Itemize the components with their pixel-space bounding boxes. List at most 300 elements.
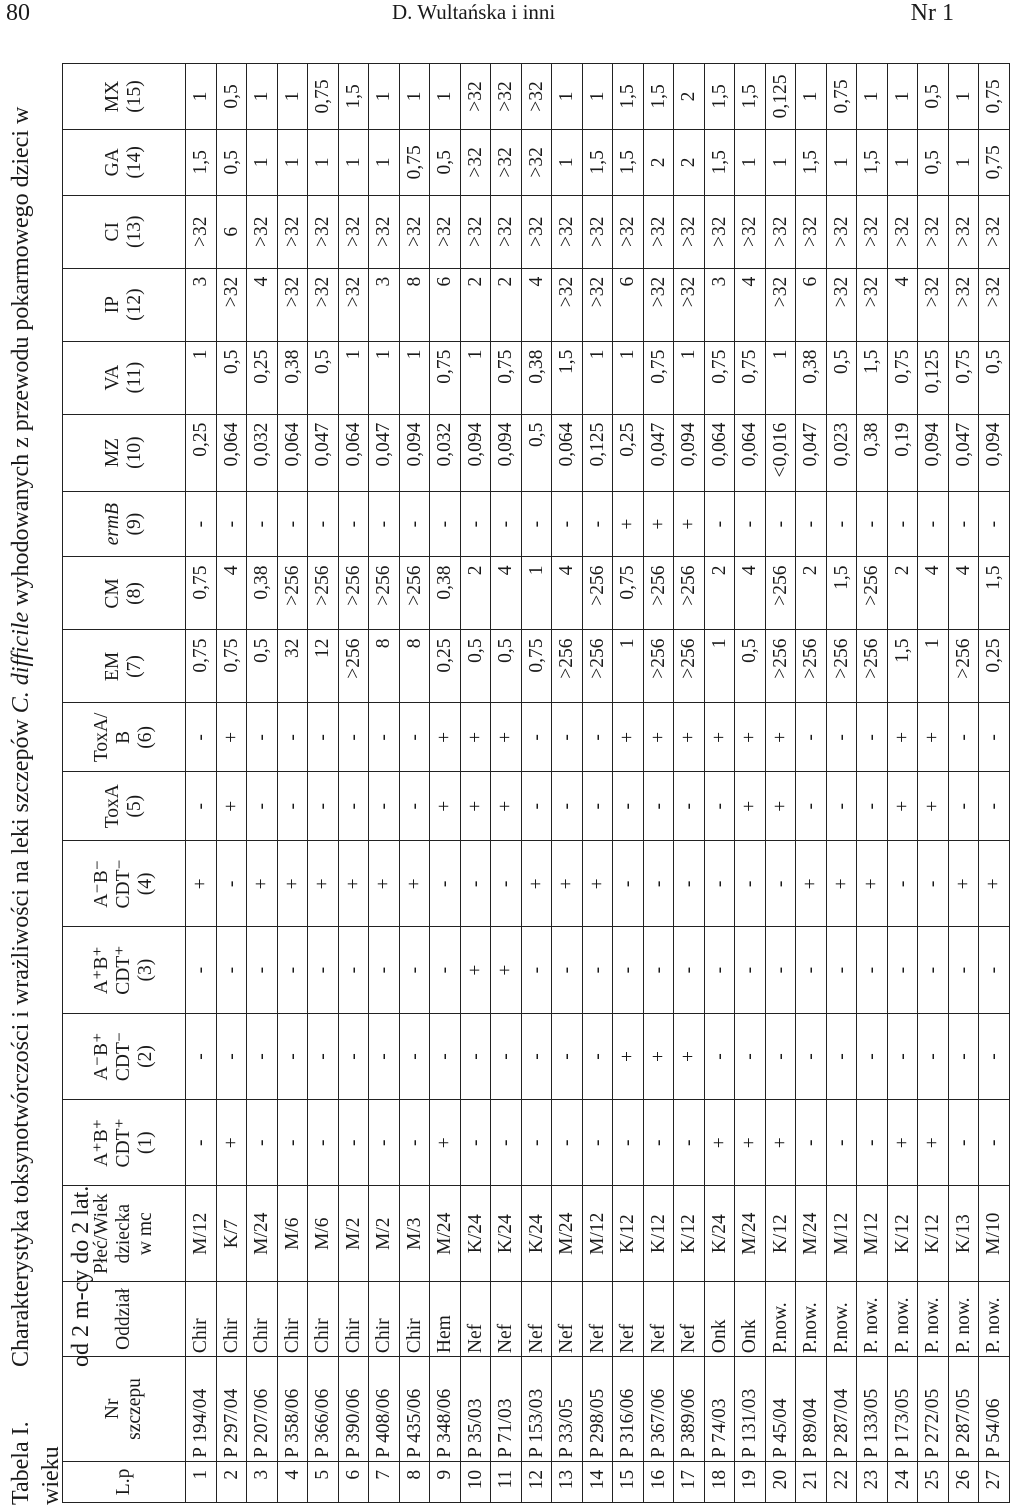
table-cell: >32 <box>582 195 613 268</box>
table-row <box>948 64 979 1503</box>
table-cell: + <box>308 841 339 927</box>
table-cell: >32 <box>277 268 308 341</box>
table-cell: - <box>826 927 857 1013</box>
column-header-line: (8) <box>124 582 145 605</box>
table-cell: 1 <box>430 64 461 130</box>
table-cell: - <box>277 1013 308 1099</box>
table-cell: 4 <box>735 557 766 630</box>
table-cell: - <box>369 491 400 557</box>
table-cell: - <box>857 1013 888 1099</box>
table-cell: + <box>247 841 278 927</box>
table-cell: - <box>582 1100 613 1186</box>
column-header-line: L.p <box>113 1468 134 1496</box>
column-header-line: A⁻B⁺ <box>91 1032 112 1081</box>
table-cell: - <box>186 1013 217 1099</box>
table-row <box>674 64 705 1503</box>
table-cell: 1 <box>887 64 918 130</box>
table-cell: - <box>521 927 552 1013</box>
column-header <box>63 491 186 557</box>
table-cell: + <box>765 703 796 772</box>
table-cell: 1 <box>796 64 827 130</box>
table-cell: + <box>552 841 583 927</box>
table-cell: + <box>216 1100 247 1186</box>
table-cell: - <box>613 1100 644 1186</box>
table-cell: - <box>857 491 888 557</box>
table-cell: - <box>247 772 278 841</box>
column-header-line: (14) <box>124 146 145 179</box>
table-cell: - <box>796 491 827 557</box>
table-cell: P 408/06 <box>369 1357 400 1462</box>
table-cell: 0,25 <box>613 414 644 491</box>
table-cell: >32 <box>247 195 278 268</box>
table-row <box>979 64 1010 1503</box>
table-cell: >256 <box>643 557 674 630</box>
table-cell: - <box>582 927 613 1013</box>
table-cell: - <box>552 1100 583 1186</box>
table-cell: - <box>216 927 247 1013</box>
table-cell: 0,064 <box>735 414 766 491</box>
table-cell: - <box>704 772 735 841</box>
table-cell: 0,5 <box>979 341 1010 414</box>
table-cell: M/6 <box>277 1186 308 1282</box>
table-row <box>460 64 491 1503</box>
column-header-line: szczepu <box>124 1378 145 1440</box>
table-cell: >32 <box>186 195 217 268</box>
table-cell: 0,75 <box>491 341 522 414</box>
table-cell: 4 <box>277 1461 308 1502</box>
table-cell: + <box>277 841 308 927</box>
table-cell: Nef <box>521 1282 552 1357</box>
table-cell: >32 <box>460 129 491 195</box>
issue-number: Nr 1 <box>910 0 954 26</box>
table-cell: 25 <box>918 1461 949 1502</box>
table-cell: - <box>308 1100 339 1186</box>
table-cell: - <box>796 927 827 1013</box>
table-cell: >32 <box>765 268 796 341</box>
table-cell: 26 <box>948 1461 979 1502</box>
table-cell: Chir <box>308 1282 339 1357</box>
table-cell: >32 <box>338 268 369 341</box>
table-cell: + <box>796 841 827 927</box>
table-cell: - <box>521 491 552 557</box>
column-header-line: (2) <box>135 1045 156 1068</box>
table-cell: - <box>948 1013 979 1099</box>
table-cell: 0,5 <box>918 129 949 195</box>
table-cell: 2 <box>460 268 491 341</box>
table-cell: + <box>735 772 766 841</box>
table-cell: Chir <box>216 1282 247 1357</box>
table-cell: 6 <box>216 195 247 268</box>
table-cell: Chir <box>399 1282 430 1357</box>
column-header-line: (7) <box>124 655 145 678</box>
table-cell: - <box>369 703 400 772</box>
table-cell: - <box>979 491 1010 557</box>
table-cell: >256 <box>948 630 979 703</box>
table-cell: Nef <box>582 1282 613 1357</box>
table-cell: 1 <box>826 129 857 195</box>
column-header <box>63 64 186 130</box>
table-cell: - <box>186 703 217 772</box>
table-cell: >32 <box>643 268 674 341</box>
table-cell: 0,75 <box>887 341 918 414</box>
table-cell: >256 <box>338 630 369 703</box>
column-header-line: CI <box>102 221 123 242</box>
table-cell: >256 <box>552 630 583 703</box>
table-cell: K/7 <box>216 1186 247 1282</box>
table-cell: - <box>338 1100 369 1186</box>
table-cell: 1 <box>247 64 278 130</box>
table-cell: 3 <box>186 268 217 341</box>
table-cell: - <box>216 491 247 557</box>
table-cell: 0,5 <box>521 414 552 491</box>
column-header-line: Płeć/Wiek <box>91 1193 112 1274</box>
table-cell: + <box>430 772 461 841</box>
column-header-line: ToxA <box>102 784 123 829</box>
table-cell: - <box>826 703 857 772</box>
table-cell: P 173/05 <box>887 1357 918 1462</box>
table-cell: - <box>277 772 308 841</box>
table-cell: - <box>216 1013 247 1099</box>
table-cell: 4 <box>247 268 278 341</box>
table-cell: 0,125 <box>918 341 949 414</box>
table-cell: >32 <box>857 195 888 268</box>
table-cell: 2 <box>216 1461 247 1502</box>
table-cell: - <box>277 703 308 772</box>
table-cell: 8 <box>399 268 430 341</box>
table-cell: - <box>552 491 583 557</box>
table-cell: + <box>765 1100 796 1186</box>
table-cell: - <box>826 772 857 841</box>
table-cell: 6 <box>796 268 827 341</box>
table-cell: 17 <box>674 1461 705 1502</box>
table-cell: 8 <box>399 630 430 703</box>
column-header <box>63 630 186 703</box>
table-cell: 0,75 <box>186 630 217 703</box>
table-cell: 0,5 <box>247 630 278 703</box>
table-cell: + <box>216 772 247 841</box>
table-cell: - <box>826 491 857 557</box>
table-cell: 0,25 <box>186 414 217 491</box>
table-cell: 1,5 <box>735 64 766 130</box>
table-cell: + <box>887 1100 918 1186</box>
table-cell: P 348/06 <box>430 1357 461 1462</box>
table-cell: 1,5 <box>826 557 857 630</box>
table-cell: - <box>399 772 430 841</box>
table-cell: - <box>186 927 217 1013</box>
table-cell: - <box>247 491 278 557</box>
table-cell: 1,5 <box>857 129 888 195</box>
table-cell: 1 <box>521 557 552 630</box>
table-cell: + <box>887 772 918 841</box>
table-cell: 3 <box>369 268 400 341</box>
table-cell: K/12 <box>643 1186 674 1282</box>
table-cell: - <box>247 1100 278 1186</box>
column-header-line: A⁺B⁺ <box>91 946 112 994</box>
table-cell: 0,25 <box>979 630 1010 703</box>
table-cell: 0,064 <box>704 414 735 491</box>
table-cell: - <box>674 841 705 927</box>
header-row <box>63 64 186 1503</box>
table-cell: - <box>887 1013 918 1099</box>
table-cell: >32 <box>704 195 735 268</box>
table-cell: - <box>491 841 522 927</box>
table-cell: 0,75 <box>216 630 247 703</box>
column-header-line: (12) <box>124 288 145 321</box>
table-cell: + <box>735 1100 766 1186</box>
table-cell: - <box>735 1013 766 1099</box>
table-cell: - <box>948 772 979 841</box>
table-cell: P.now. <box>796 1282 827 1357</box>
table-cell: + <box>918 772 949 841</box>
table-cell: + <box>521 841 552 927</box>
table-row <box>552 64 583 1503</box>
table-cell: - <box>491 1100 522 1186</box>
table-cell: + <box>369 841 400 927</box>
table-cell: 4 <box>491 557 522 630</box>
table-cell: >256 <box>796 630 827 703</box>
table-body <box>186 64 1010 1503</box>
table-cell: - <box>369 1100 400 1186</box>
table-cell: - <box>674 772 705 841</box>
table-row <box>521 64 552 1503</box>
table-cell: 1 <box>460 341 491 414</box>
table-row <box>643 64 674 1503</box>
column-header-line: CDT⁻ <box>113 1031 134 1082</box>
column-header-line: w mc <box>135 1212 156 1256</box>
table-cell: Nef <box>643 1282 674 1357</box>
table-cell: 1 <box>552 129 583 195</box>
table-cell: - <box>338 703 369 772</box>
table-cell: 1 <box>338 341 369 414</box>
table-cell: 24 <box>887 1461 918 1502</box>
column-header-line: dziecka <box>113 1203 134 1264</box>
table-cell: - <box>582 491 613 557</box>
table-cell: - <box>887 491 918 557</box>
table-cell: - <box>491 1013 522 1099</box>
table-cell: 0,5 <box>735 630 766 703</box>
table-cell: >32 <box>948 195 979 268</box>
table-cell: + <box>704 703 735 772</box>
table-cell: >32 <box>613 195 644 268</box>
table-cell: - <box>430 927 461 1013</box>
table-cell: 0,047 <box>948 414 979 491</box>
table-cell: + <box>918 703 949 772</box>
table-cell: 1 <box>186 64 217 130</box>
table-cell: 14 <box>582 1461 613 1502</box>
table-cell: K/24 <box>491 1186 522 1282</box>
table-cell: 0,125 <box>765 64 796 130</box>
table-cell: >32 <box>491 195 522 268</box>
table-cell: M/12 <box>186 1186 217 1282</box>
table-row <box>430 64 461 1503</box>
table-cell: - <box>857 703 888 772</box>
table-cell: - <box>948 703 979 772</box>
table-cell: 1 <box>277 129 308 195</box>
table-cell: >256 <box>338 557 369 630</box>
table-cell: + <box>613 703 644 772</box>
table-cell: 0,5 <box>826 341 857 414</box>
table-cell: >256 <box>582 630 613 703</box>
table-cell: - <box>582 1013 613 1099</box>
table-cell: + <box>460 703 491 772</box>
table-cell: + <box>765 772 796 841</box>
table-cell: 0,38 <box>796 341 827 414</box>
table-cell: - <box>308 927 339 1013</box>
table-cell: 4 <box>552 557 583 630</box>
table-cell: 1 <box>186 341 217 414</box>
table-cell: >32 <box>979 268 1010 341</box>
table-cell: 0,032 <box>430 414 461 491</box>
table-cell: >32 <box>918 268 949 341</box>
table-cell: - <box>796 703 827 772</box>
table-row <box>308 64 339 1503</box>
table-cell: - <box>918 927 949 1013</box>
table-cell: 0,38 <box>277 341 308 414</box>
table-cell: + <box>674 1013 705 1099</box>
table-cell: - <box>399 927 430 1013</box>
table-cell: 0,5 <box>216 64 247 130</box>
table-cell: 0,75 <box>186 557 217 630</box>
table-cell: 23 <box>857 1461 888 1502</box>
table-cell: P 367/06 <box>643 1357 674 1462</box>
table-cell: 0,5 <box>216 129 247 195</box>
table-cell: M/24 <box>735 1186 766 1282</box>
table-cell: + <box>430 1100 461 1186</box>
table-cell: 9 <box>430 1461 461 1502</box>
table-cell: P 133/05 <box>857 1357 888 1462</box>
table-cell: 0,75 <box>826 64 857 130</box>
table-cell: 0,047 <box>796 414 827 491</box>
table-cell: + <box>582 841 613 927</box>
table-cell: 0,023 <box>826 414 857 491</box>
table-row <box>582 64 613 1503</box>
table-cell: 18 <box>704 1461 735 1502</box>
table-cell: 0,094 <box>491 414 522 491</box>
table-cell: 1 <box>765 129 796 195</box>
table-cell: >32 <box>887 195 918 268</box>
table-cell: >32 <box>521 129 552 195</box>
table-cell: M/24 <box>430 1186 461 1282</box>
table-cell: - <box>552 703 583 772</box>
table-cell: >32 <box>338 195 369 268</box>
table-cell: 4 <box>735 268 766 341</box>
table-cell: >32 <box>308 195 339 268</box>
table-cell: + <box>887 703 918 772</box>
table-cell: P. now. <box>887 1282 918 1357</box>
column-header-line: (9) <box>124 512 145 536</box>
table-cell: P 316/06 <box>613 1357 644 1462</box>
table-cell: 1,5 <box>613 129 644 195</box>
table-cell: 4 <box>216 557 247 630</box>
table-cell: P. now. <box>979 1282 1010 1357</box>
table-cell: - <box>399 1013 430 1099</box>
table-cell: 1,5 <box>887 630 918 703</box>
table-cell: >32 <box>521 64 552 130</box>
table-cell: 8 <box>399 1461 430 1502</box>
column-header-line: Nr <box>102 1398 123 1420</box>
table-cell: P 272/05 <box>918 1357 949 1462</box>
table-cell: + <box>338 841 369 927</box>
table-cell: 12 <box>521 1461 552 1502</box>
table-cell: - <box>216 841 247 927</box>
table-cell: Chir <box>369 1282 400 1357</box>
table-cell: Chir <box>247 1282 278 1357</box>
table-cell: 1 <box>552 64 583 130</box>
table-cell: 16 <box>643 1461 674 1502</box>
table-cell: - <box>643 927 674 1013</box>
column-header <box>63 1013 186 1099</box>
table-cell: >256 <box>369 557 400 630</box>
table-cell: 1,5 <box>704 129 735 195</box>
rotated-table-block <box>0 61 1005 1511</box>
caption-species: C. difficile <box>8 611 34 714</box>
table-cell: 20 <box>765 1461 796 1502</box>
page-header <box>0 0 960 36</box>
column-header-line: CM <box>102 578 123 609</box>
table-cell: P 435/06 <box>399 1357 430 1462</box>
table-cell: Nef <box>613 1282 644 1357</box>
table-cell: 0,19 <box>887 414 918 491</box>
table-cell: >32 <box>430 195 461 268</box>
table-cell: P 131/03 <box>735 1357 766 1462</box>
table-cell: >256 <box>857 557 888 630</box>
table-cell: 6 <box>338 1461 369 1502</box>
table-cell: - <box>857 1100 888 1186</box>
column-header-line: GA <box>102 148 123 177</box>
table-cell: - <box>643 1100 674 1186</box>
table-cell: 27 <box>979 1461 1010 1502</box>
column-header <box>63 195 186 268</box>
column-header-line: CDT⁺ <box>113 1118 134 1168</box>
table-cell: - <box>552 772 583 841</box>
column-header <box>63 1100 186 1186</box>
table-cell: - <box>186 772 217 841</box>
column-header <box>63 268 186 341</box>
table-cell: - <box>704 841 735 927</box>
table-cell: - <box>765 841 796 927</box>
table-cell: + <box>643 703 674 772</box>
table-cell: 0,094 <box>979 414 1010 491</box>
table-cell: K/12 <box>918 1186 949 1282</box>
table-row <box>186 64 217 1503</box>
table-cell: - <box>186 491 217 557</box>
table-cell: 0,38 <box>247 557 278 630</box>
table-cell: - <box>308 491 339 557</box>
page-number: 80 <box>6 0 30 26</box>
table-cell: K/12 <box>613 1186 644 1282</box>
table-cell: M/24 <box>247 1186 278 1282</box>
table-cell: - <box>369 927 400 1013</box>
column-header <box>63 557 186 630</box>
table-cell: 0,5 <box>430 129 461 195</box>
table-cell: - <box>613 772 644 841</box>
column-header <box>63 1357 186 1462</box>
table-cell: 0,125 <box>582 414 613 491</box>
column-header-line: (11) <box>124 361 145 394</box>
table-cell: 0,5 <box>216 341 247 414</box>
table-cell: - <box>521 772 552 841</box>
column-header <box>63 841 186 927</box>
table-cell: - <box>643 772 674 841</box>
table-cell: M/24 <box>552 1186 583 1282</box>
table-cell: - <box>277 1100 308 1186</box>
table-cell: - <box>826 1100 857 1186</box>
table-cell: >32 <box>521 195 552 268</box>
table-cell: 4 <box>887 268 918 341</box>
table-cell: - <box>369 772 400 841</box>
table-cell: 8 <box>369 630 400 703</box>
table-cell: - <box>918 1013 949 1099</box>
